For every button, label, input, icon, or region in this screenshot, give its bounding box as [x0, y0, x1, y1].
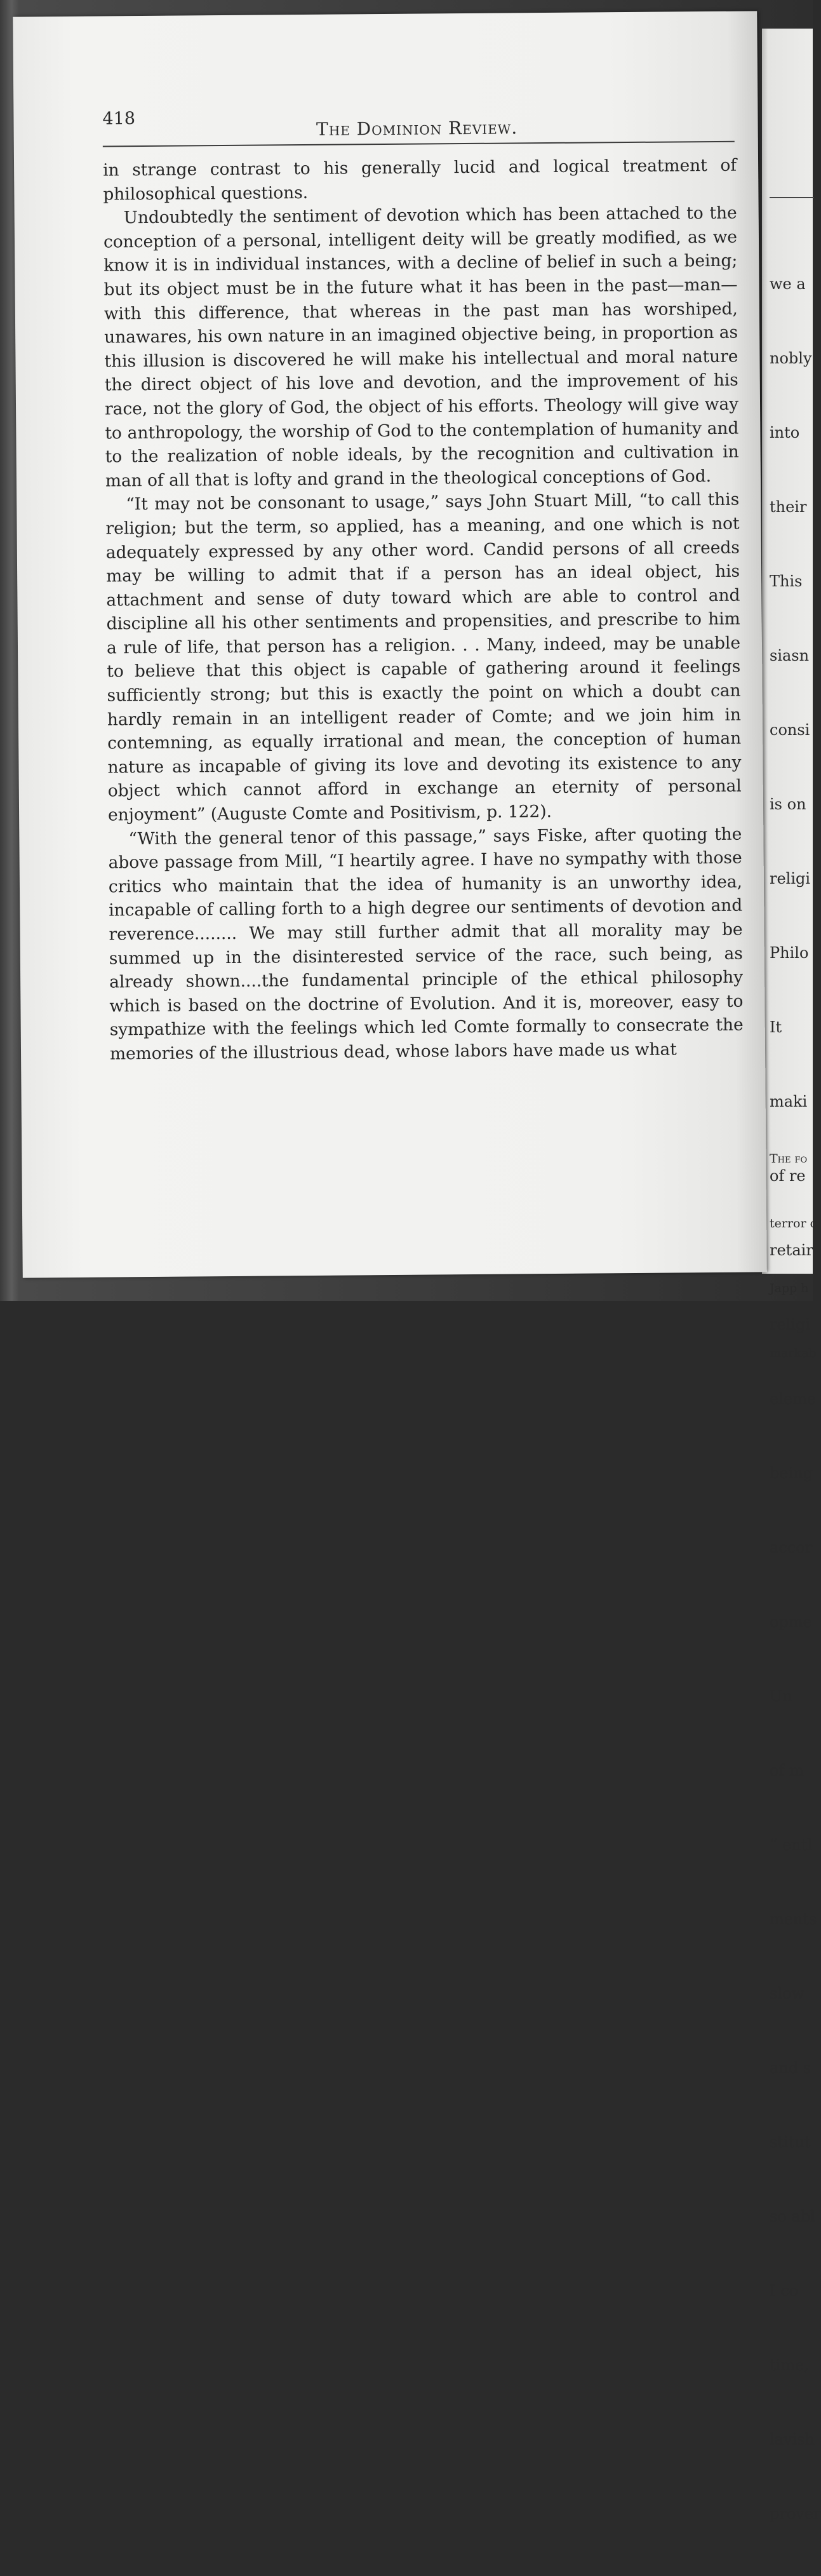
facing-line: eleme — [770, 1390, 817, 1408]
facing-line: religi — [770, 870, 811, 887]
facing-footer-line: Japp h — [770, 1281, 809, 1295]
facing-line: consi — [770, 721, 810, 739]
facing-line: “ entl — [770, 1836, 812, 1854]
running-title: The Dominion Review. — [316, 117, 518, 140]
facing-footer-line: terror c — [770, 1217, 817, 1231]
facing-line: This — [770, 572, 803, 590]
paragraph: Undoubtedly the sentiment of devotion which has been attached to the conception of a personal, intelligent deity will be greatly modified, as we know it is in individual instances, with a decline of belief in such a being; but its object must be in the future what it has been in the past—man—with this difference, that whereas in the past man has worshiped, unawares, his own nature in an imagined objective being, in proportion as this illusion is discovered he will make his intellectual and moral nature the direct object of his love and devotion, and the improvement of his race, not the glory of God, the object of his efforts. Theology will give way to anthropology, the worship of God to the contemplation of humanity and to the realization of noble ideals, by the recognition and cultivation in man of all that is lofty and grand in the theological conceptions of God. — [103, 203, 739, 491]
facing-line: of re — [770, 1167, 806, 1185]
facing-line: so abl — [770, 2208, 815, 2225]
facing-line: slow — [770, 1985, 804, 2002]
facing-line: opme — [770, 1613, 812, 1631]
facing-line: Philo — [770, 944, 809, 962]
facing-line: ments — [770, 1910, 817, 1928]
paragraph: in strange contrast to his generally lucid and logical treatment of philosophical questions. — [103, 155, 737, 205]
paragraph: “It may not be consonant to usage,” says John Stuart Mill, “to call this religion; but the term, so applied, has a meaning, and one which is not adequately expressed by any other word. Candid persons of all creeds may be willing to admit that if a person has an ideal object, his attachment and sense of duty toward which are able to control and discipline all his other sentiments and propensities, and prescribe to him a rule of life, that person has a religion. . . Many, indeed, may be unable to believe that this object is capable of gathering around it feelings sufficiently strong; but this is exactly the point on which a doubt can hardly remain in an intelligent reader of Comte; and we join him in contemning, as equally irrational and mean, the conception of human nature as incapable of giving its love and devoting its existence to any object which cannot afford in exchange an eternity of personal enjoyment” (Auguste Comte and Positivism, p. 122). — [105, 489, 742, 825]
document-page — [13, 11, 767, 1278]
facing-line: we a — [770, 275, 806, 293]
header-rule — [103, 141, 735, 147]
facing-line: prover — [770, 2505, 821, 2523]
body-text — [103, 154, 744, 1066]
facing-line: their — [770, 498, 807, 516]
facing-page-footer — [770, 1105, 817, 1407]
facing-line: time, — [770, 2356, 809, 2374]
facing-line: accor — [770, 1539, 813, 1556]
page-header — [102, 91, 731, 140]
facing-line: of m — [770, 1762, 804, 1779]
facing-footer-line: The fo — [770, 1152, 808, 1166]
facing-line: maki — [770, 1093, 808, 1110]
facing-line: It — [770, 1018, 782, 1036]
facing-footer-line: markab — [770, 1346, 817, 1360]
facing-line: I co — [770, 2282, 798, 2300]
facing-line: Un — [770, 1687, 792, 1705]
facing-line: retair — [770, 1241, 813, 1259]
facing-line: is on — [770, 795, 806, 813]
facing-line: siasn — [770, 647, 810, 664]
page-number: 418 — [102, 109, 136, 129]
facing-line: lavish — [770, 2431, 815, 2448]
facing-line: religi — [770, 1316, 811, 1333]
facing-line: being — [770, 1464, 813, 1482]
facing-page — [762, 29, 821, 2523]
facing-line: nobly — [770, 349, 812, 367]
paragraph: “With the general tenor of this passage,” says Fiske, after quoting the above passage from Mill, “I heartily agree. I have no sympathy with those critics who maintain that the idea of humanity is an unworthy idea, incapable of calling forth to a high degree our sentiments of devotion and reverence........ We may still further admit that all morality may be summed up in the disinterested service of the race, such being, as already shown....the fundamental principle of the ethical philosophy which is based on the doctrine of Evolution. And it is, moreover, easy to sympathize with the feelings which led Comte formally to consecrate the memories of the illustrious dead, whose labors have made us what — [108, 824, 744, 1064]
facing-page-rule — [770, 197, 814, 198]
facing-line: and s — [770, 2059, 811, 2077]
facing-line: stitut — [770, 2133, 811, 2151]
facing-line: into — [770, 424, 800, 442]
